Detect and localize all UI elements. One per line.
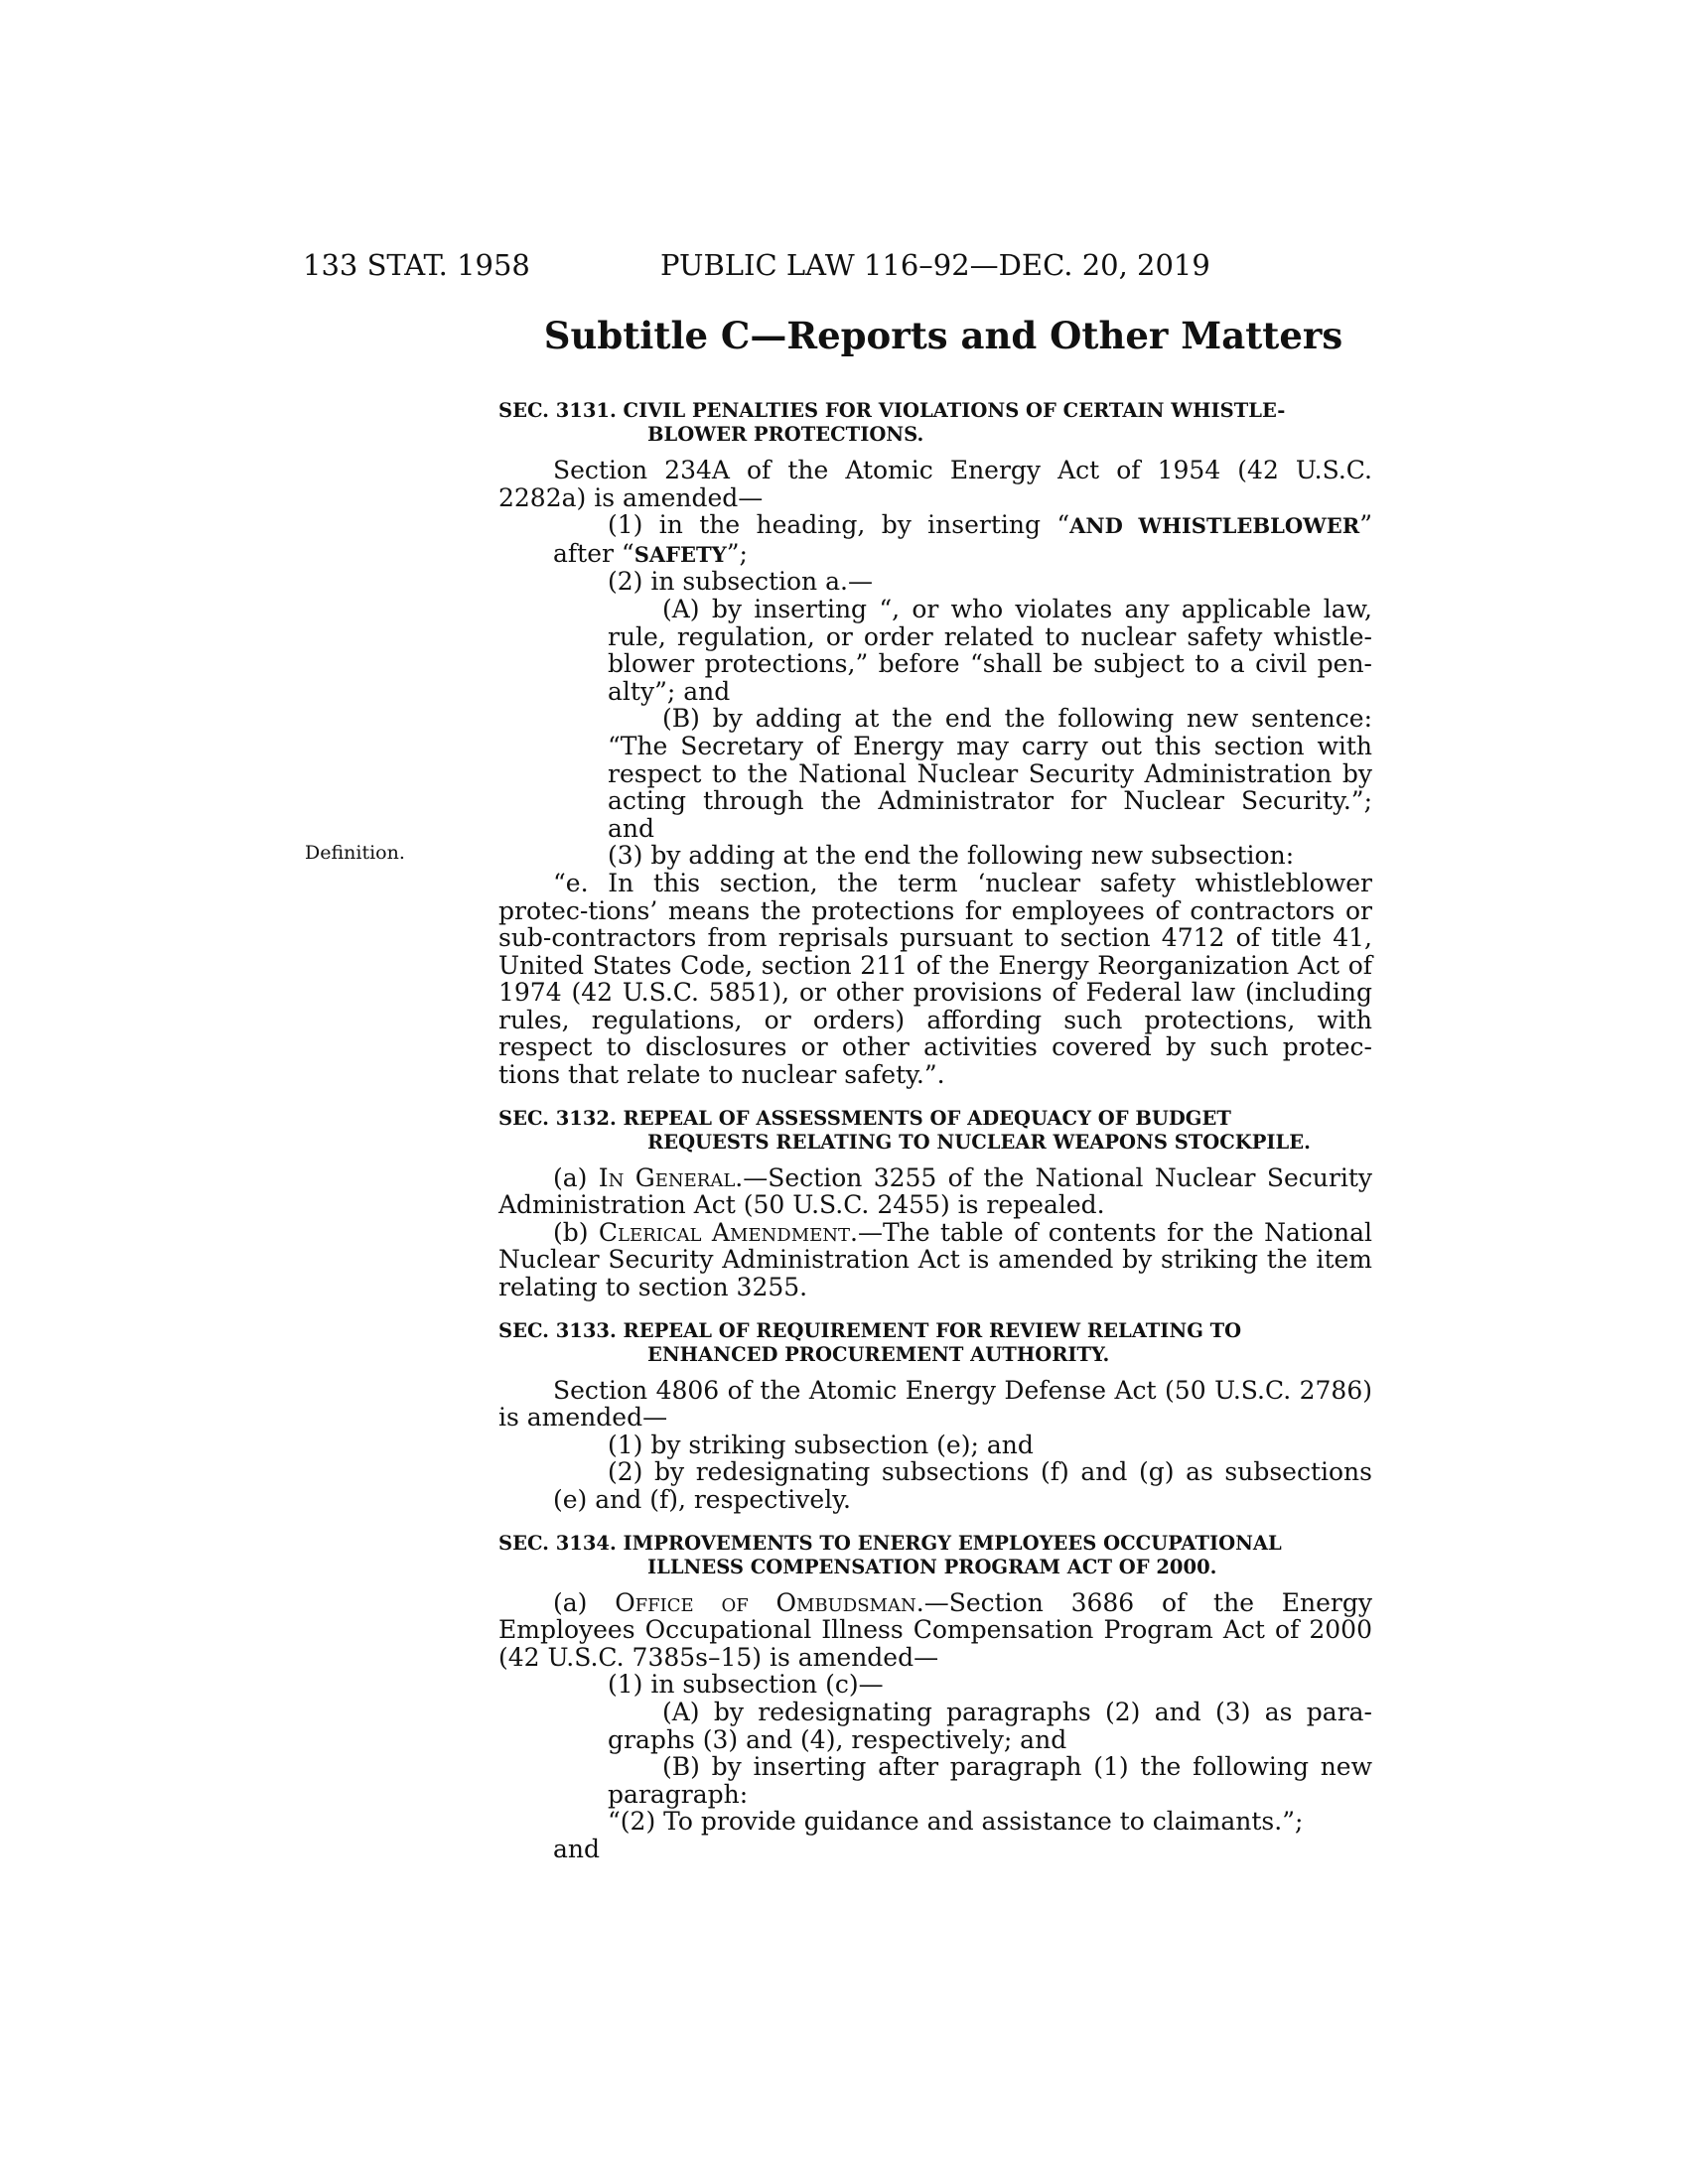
section-heading-line: BLOWER PROTECTIONS.	[647, 423, 924, 446]
section-3131-intro: Section 234A of the Atomic Energy Act of 1954 (42 U.S.C. 2282a) is amended—	[498, 456, 1372, 512]
subsection-label: (a)	[553, 1587, 616, 1617]
quoted-subsection-e: “e. In this section, the term ‘nuclear safety whistleblower protec-tions’ means the protections for employees of contractors or sub-contractors from reprisals pursuant to section 4712 of title 41, United States Code, section 211 of the Energy Reorganization Act of 1974 (42 U.S.C. 5851), or other provisions of Federal law (including rules, regulations, or orders) affording such protections, with respect to disclosures or other activities covered by such protec-tions that relate to nuclear safety.”.	[498, 868, 1372, 1090]
subsection-3132-a	[498, 1164, 1372, 1219]
section-heading-line: SEC. 3133. REPEAL OF REQUIREMENT FOR REVIEW RELATING TO	[498, 1318, 1242, 1342]
paragraph-3131-1	[498, 511, 1372, 568]
section-heading-3134	[498, 1532, 1372, 1579]
stat-page-number: 133 STAT. 1958	[303, 248, 530, 282]
quoted-paragraph-2: “(2) To provide guidance and assistance to claimants.”;	[608, 1807, 1304, 1837]
paragraph-text: (1) in the heading, by inserting “	[608, 510, 1070, 540]
subsection-text: .—Section 3686 of the Energy Employees Occupational Illness Compensation Program Act of 2000 (42 U.S.C. 7385s–15) is amended—	[498, 1587, 1372, 1672]
subsection-3134-a	[498, 1589, 1372, 1672]
body-column	[498, 399, 1372, 1863]
inserted-term: AND WHISTLEBLOWER	[1069, 513, 1360, 539]
section-heading-line: SEC. 3132. REPEAL OF ASSESSMENTS OF ADEQUACY OF BUDGET	[498, 1106, 1231, 1130]
page-header	[303, 248, 1296, 288]
section-heading-line: SEC. 3131. CIVIL PENALTIES FOR VIOLATIONS OF CERTAIN WHISTLE-	[498, 399, 1286, 422]
subparagraph-3134-1B: (B) by inserting after paragraph (1) the following new paragraph:	[608, 1752, 1372, 1809]
section-3133-intro: Section 4806 of the Atomic Energy Defense Act (50 U.S.C. 2786) is amended—	[498, 1375, 1372, 1433]
paragraph-3133-2: (2) by redesignating subsections (f) and (g) as subsections (e) and (f), respectively.	[553, 1457, 1372, 1514]
subsection-label: (b)	[553, 1217, 599, 1247]
subparagraph-3131-2A: (A) by inserting “, or who violates any applicable law, rule, regulation, or order related to nuclear safety whistle-blower protections,” before “shall be subject to a civil pen-alty”; and	[608, 594, 1372, 706]
paragraph-text: ” after “	[553, 510, 1372, 568]
section-heading-line: REQUESTS RELATING TO NUCLEAR WEAPONS STOCKPILE.	[647, 1130, 1311, 1154]
paragraph-3131-3: (3) by adding at the end the following new subsection:	[608, 841, 1295, 871]
paragraph-3134-1: (1) in subsection (c)—	[608, 1670, 884, 1700]
paragraph-3131-2: (2) in subsection a.—	[608, 567, 873, 597]
subsection-label: (a)	[553, 1162, 599, 1192]
paragraph-text: ”;	[726, 538, 748, 568]
section-heading-line: ENHANCED PROCUREMENT AUTHORITY.	[647, 1342, 1110, 1366]
subsection-caption: Clerical Amendment	[598, 1217, 851, 1247]
section-heading-line: ILLNESS COMPENSATION PROGRAM ACT OF 2000.	[647, 1555, 1217, 1578]
subsection-text: .—Section 3255 of the National Nuclear Security Administration Act (50 U.S.C. 2455) is repealed.	[498, 1162, 1373, 1220]
public-law-date: PUBLIC LAW 116–92—DEC. 20, 2019	[660, 248, 1210, 282]
section-heading-line: SEC. 3134. IMPROVEMENTS TO ENERGY EMPLOYEES OCCUPATIONAL	[498, 1531, 1282, 1555]
subsection-caption: In General	[598, 1162, 736, 1192]
margin-note-definition: Definition.	[305, 842, 405, 864]
section-heading-3132	[498, 1107, 1372, 1155]
subparagraph-3131-2B: (B) by adding at the end the following new sentence: “The Secretary of Energy may carry out this section with respect to the National Nuclear Security Administration by acting through the Administrator for Nuclear Security.”; and	[608, 704, 1372, 843]
subparagraph-3134-1A: (A) by redesignating paragraphs (2) and (3) as para-graphs (3) and (4), respectively; and	[608, 1697, 1372, 1754]
section-heading-3133	[498, 1319, 1372, 1367]
subsection-caption: Office of Ombudsman	[615, 1587, 916, 1617]
subsection-text: .—The table of contents for the National Nuclear Security Administration Act is amended by striking the item relating to section 3255.	[498, 1217, 1372, 1302]
section-heading-3131	[498, 399, 1372, 447]
subsection-3132-b	[498, 1219, 1372, 1301]
existing-term: SAFETY	[633, 541, 727, 567]
paragraph-3133-1: (1) by striking subsection (e); and	[608, 1430, 1034, 1459]
paragraph-conjunction: and	[553, 1834, 601, 1863]
subtitle-heading: Subtitle C—Reports and Other Matters	[543, 314, 1343, 357]
